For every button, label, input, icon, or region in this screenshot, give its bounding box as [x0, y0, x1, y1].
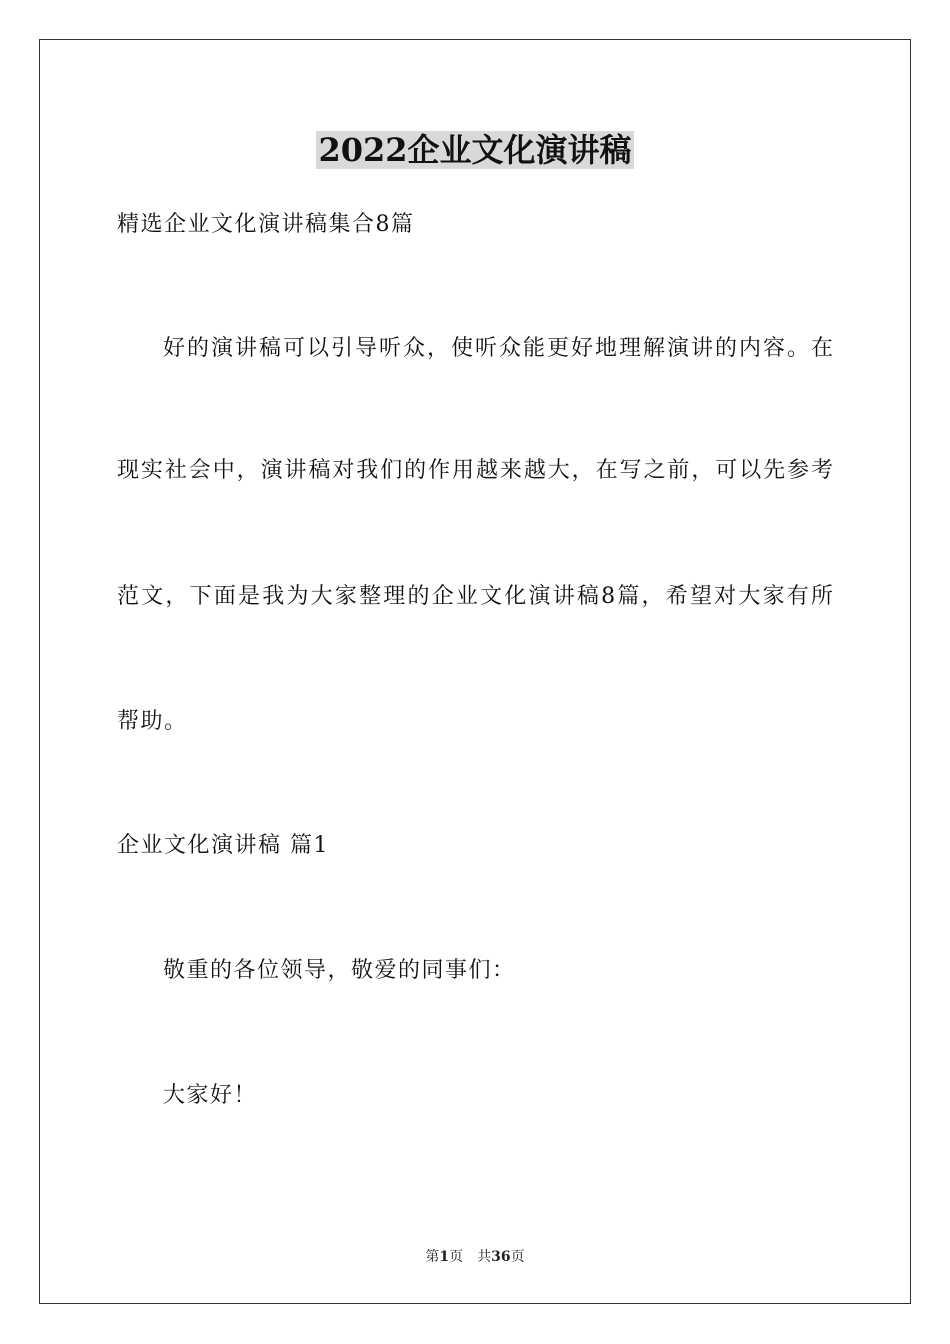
- footer-page-suffix: 页: [449, 1249, 464, 1265]
- section-heading: 企业文化演讲稿 篇1: [117, 833, 329, 858]
- document-subtitle: 精选企业文化演讲稿集合8篇: [117, 212, 415, 237]
- document-title-text: 2022企业文化演讲稿: [318, 131, 632, 169]
- document-title: [0, 128, 950, 172]
- greeting: 大家好！: [163, 1083, 258, 1108]
- footer-total-suffix: 页: [510, 1249, 525, 1265]
- footer-total-pages: 36: [491, 1249, 511, 1265]
- footer-page-prefix: 第: [425, 1249, 440, 1265]
- salutation: 敬重的各位领导，敬爱的同事们：: [163, 958, 516, 983]
- page-footer: [0, 1247, 950, 1267]
- intro-line-2: 现实社会中，演讲稿对我们的作用越来越大，在写之前，可以先参考: [117, 458, 833, 483]
- intro-line-4: 帮助。: [117, 709, 188, 734]
- footer-total-prefix: 共: [477, 1249, 492, 1265]
- intro-line-1: 好的演讲稿可以引导听众，使听众能更好地理解演讲的内容。在: [163, 336, 833, 361]
- footer-page-number: 1: [439, 1249, 450, 1265]
- intro-line-3: 范文，下面是我为大家整理的企业文化演讲稿8篇，希望对大家有所: [117, 584, 833, 609]
